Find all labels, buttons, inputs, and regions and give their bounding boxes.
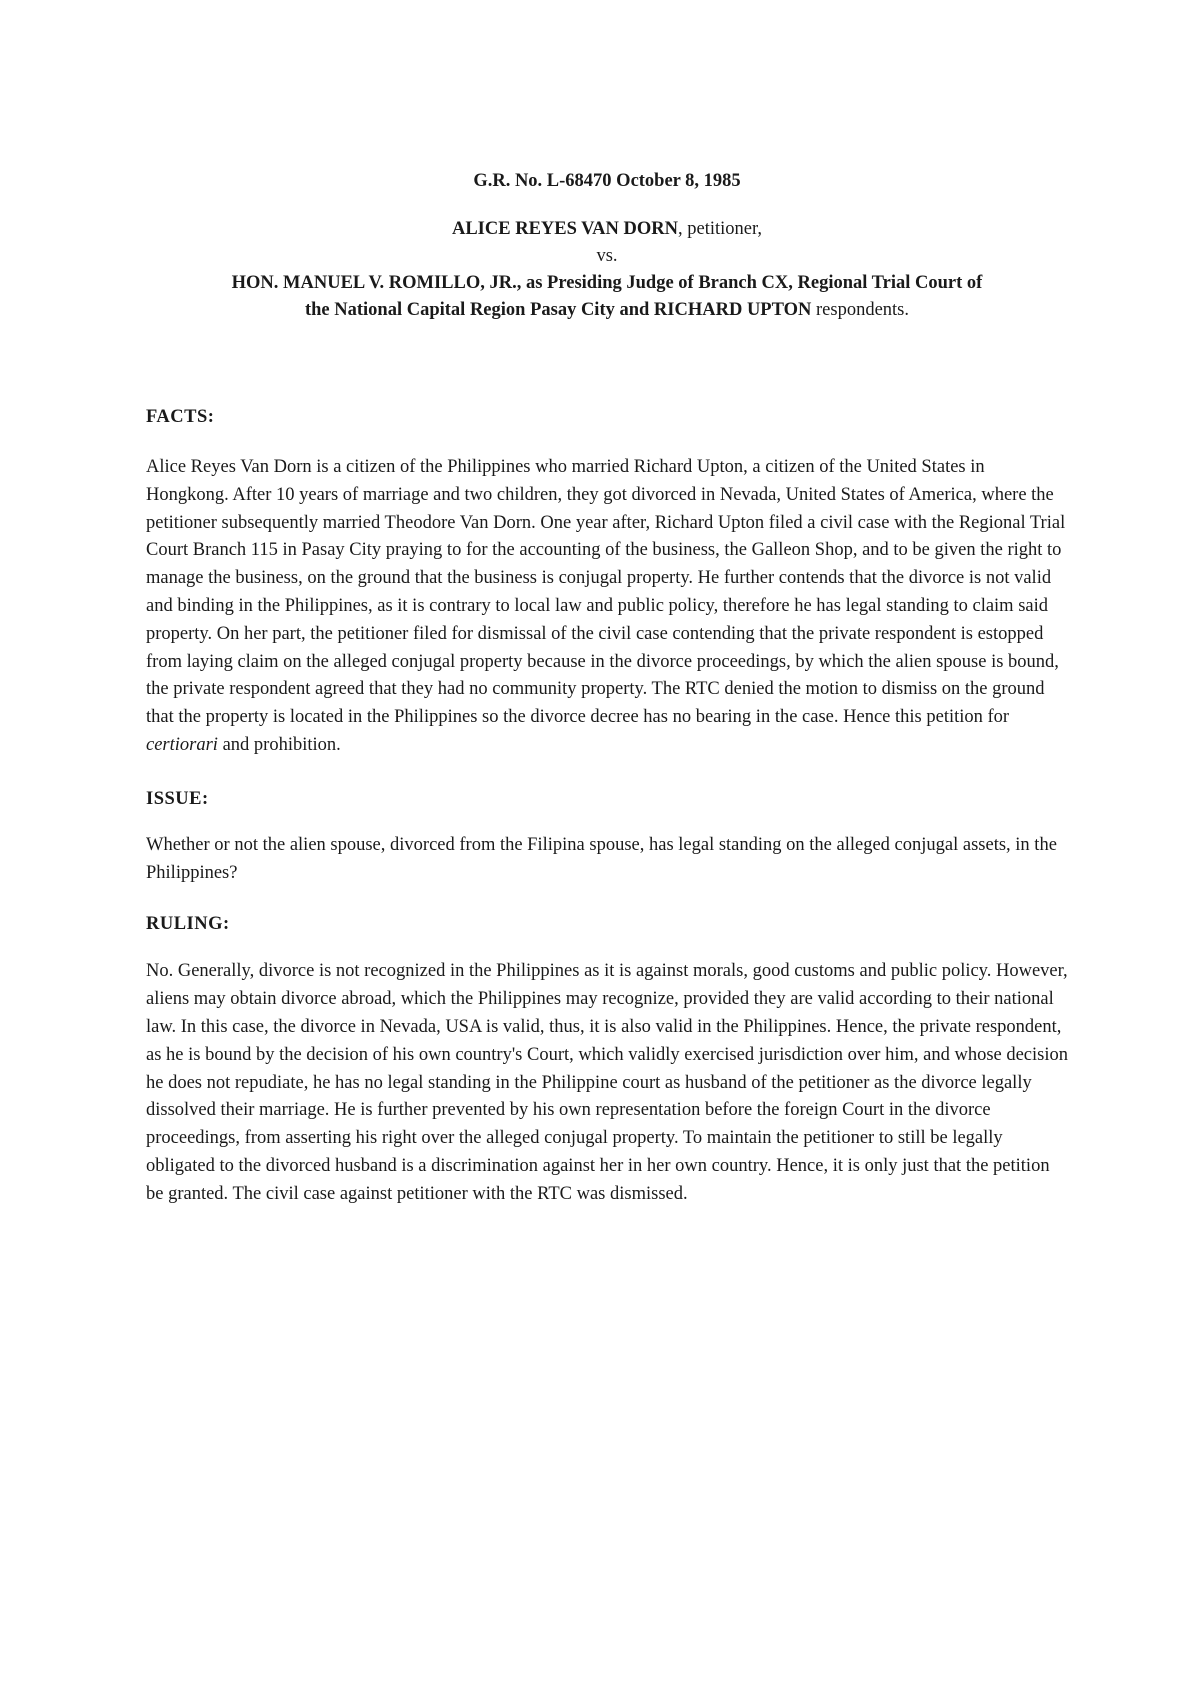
facts-text-end: and prohibition. <box>217 734 341 755</box>
document-body <box>146 168 1068 1209</box>
case-parties <box>146 216 1068 324</box>
respondent-line-2 <box>146 297 1068 324</box>
facts-italic-term: certiorari <box>146 734 218 755</box>
facts-text-main: Alice Reyes Van Dorn is a citizen of the Philippines who married Richard Upton, a citizen of the United States in Hongkong. After 10 years of marriage and two children, they got divorced in Nevada, United States of America, where the petitioner subsequently married Theodore Van Dorn. One year after, Richard Upton filed a civil case with the Regional Trial Court Branch 115 in Pasay City praying to for the accounting of the business, the Galleon Shop, and to be given the right to manage the business, on the ground that the business is conjugal property. He further contends that the divorce is not valid and binding in the Philippines, as it is contrary to local law and public policy, therefore he has legal standing to claim said property. On her part, the petitioner filed for dismissal of the civil case contending that the private respondent is estopped from laying claim on the alleged conjugal property because in the divorce proceedings, by which the alien spouse is bound, the private respondent agreed that they had no community property. The RTC denied the motion to dismiss on the ground that the property is located in the Philippines so the divorce decree has no bearing in the case. Hence this petition for <box>146 457 1066 728</box>
issue-paragraph: Whether or not the alien spouse, divorced from the Filipina spouse, has legal standing on the alleged conjugal assets, in the Philippines? <box>146 834 1057 883</box>
petitioner-role: , petitioner, <box>677 219 763 239</box>
case-number: G.R. No. L-68470 October 8, 1985 <box>473 171 741 191</box>
respondent-line-1 <box>146 270 1068 297</box>
facts-heading: FACTS: <box>146 407 215 427</box>
respondent-line-1-text: HON. MANUEL V. ROMILLO, JR., as Presiding Judge of Branch CX, Regional Trial Court of <box>231 273 983 293</box>
petitioner-line <box>146 216 1068 243</box>
respondent-line-2-text: the National Capital Region Pasay City and RICHARD UPTON <box>304 300 812 320</box>
issue-heading: ISSUE: <box>146 788 209 809</box>
petitioner-name: ALICE REYES VAN DORN <box>451 219 678 239</box>
respondent-role: respondents. <box>811 300 909 320</box>
ruling-paragraph: No. Generally, divorce is not recognized in the Philippines as it is against morals, good customs and public policy. However, aliens may obtain divorce abroad, which the Philippines may recognize, provided they are valid according to their national law. In this case, the divorce in Nevada, USA is valid, thus, it is also valid in the Philippines. Hence, the private respondent, as he is bound by the decision of his own country's Court, which validly exercised jurisdiction over him, and whose decision he does not repudiate, he has no legal standing in the Philippine court as husband of the petitioner as the divorce legally dissolved their marriage. He is further prevented by his own representation before the foreign Court in the divorce proceedings, from asserting his right over the alleged conjugal property. To maintain the petitioner to still be legally obligated to the divorced husband is a discrimination against her in her own country. Hence, it is only just that the petition be granted. The civil case against petitioner with the RTC was dismissed. <box>146 961 1069 1204</box>
ruling-heading: RULING: <box>146 914 230 935</box>
facts-paragraph <box>146 454 1068 760</box>
versus-label: vs. <box>596 246 618 266</box>
